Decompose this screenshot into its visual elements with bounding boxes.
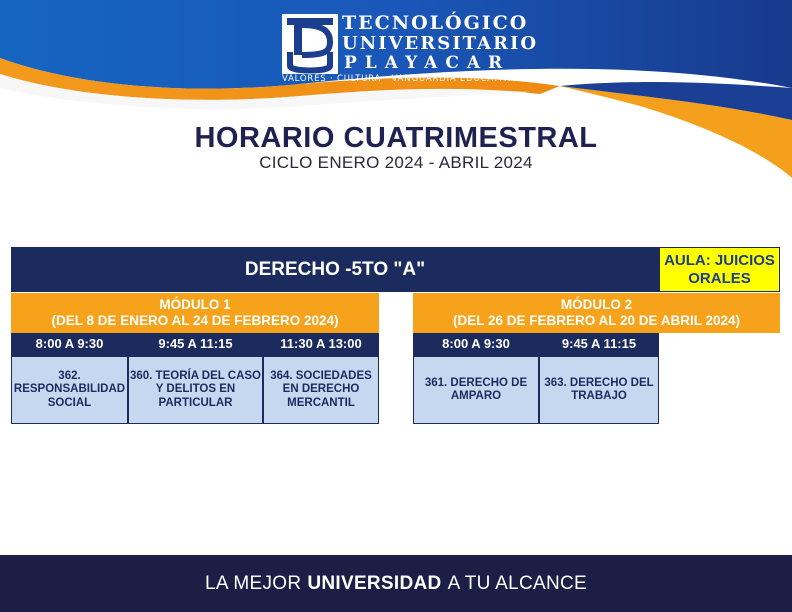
module-1-name: MÓDULO 1 (159, 297, 231, 313)
course-cell (11, 356, 128, 424)
time-slot (128, 333, 263, 356)
footer-text-end: A TU ALCANCE (447, 572, 588, 594)
time-slot (263, 333, 379, 356)
module-1-dates: (DEL 8 DE ENERO AL 24 DE FEBRERO 2024) (51, 313, 339, 328)
page-subtitle: CICLO ENERO 2024 - ABRIL 2024 (259, 153, 533, 172)
classroom-line-1: AULA: JUICIOS (664, 252, 775, 270)
time-label: 9:45 A 11:15 (561, 336, 637, 352)
course-line: TRABAJO (571, 390, 627, 402)
time-slot (539, 333, 659, 356)
course-line: 364. SOCIEDADES (270, 370, 372, 383)
university-logo (282, 12, 539, 90)
time-slot (413, 333, 539, 356)
footer-text-bold: UNIVERSIDAD (307, 572, 442, 594)
course-line: Y DELITOS EN (155, 383, 236, 396)
time-label: 11:30 A 13:00 (280, 336, 362, 352)
module-1-header (11, 293, 379, 333)
course-line: RESPONSABILIDAD (13, 383, 126, 396)
course-line: PARTICULAR (158, 396, 233, 409)
classroom-badge (659, 247, 780, 292)
footer-banner (0, 555, 792, 612)
program-banner (11, 247, 659, 292)
course-line: 361. DERECHO DE (424, 376, 528, 389)
logo-tagline: VALORES · CULTURA · VANGUARDIA EDUCATIVA (282, 74, 516, 84)
course-line: SOCIAL (47, 396, 92, 409)
course-line: 363. DERECHO DEL (544, 376, 654, 389)
course-line: AMPARO (450, 390, 502, 402)
course-line: EN DERECHO (282, 383, 360, 396)
footer-text-start: LA MEJOR (204, 572, 302, 594)
module-2-name: MÓDULO 2 (560, 297, 633, 313)
course-cell (539, 356, 659, 424)
module-2-header (413, 293, 780, 333)
logo-line-playacar: PLAYACAR (344, 53, 511, 73)
course-cell (413, 356, 539, 424)
classroom-line-2: ORALES (688, 269, 751, 287)
time-slot (11, 333, 128, 356)
logo-line-universitario: UNIVERSITARIO (342, 33, 539, 54)
logo-line-tecnologico: TECNOLÓGICO (342, 12, 529, 34)
course-line: 362. (58, 370, 81, 383)
page-title: HORARIO CUATRIMESTRAL (194, 122, 598, 154)
course-cell (128, 356, 263, 424)
time-label: 9:45 A 11:15 (158, 336, 233, 352)
time-label: 8:00 A 9:30 (35, 336, 104, 352)
time-label: 8:00 A 9:30 (442, 336, 510, 352)
course-line: 360. TEORÍA DEL CASO (129, 370, 261, 383)
module-2-dates: (DEL 26 DE FEBRERO AL 20 DE ABRIL 2024) (452, 313, 741, 328)
program-name: DERECHO -5TO "A" (244, 258, 426, 280)
course-cell (263, 356, 379, 424)
logo-monogram-icon (282, 14, 338, 74)
course-line: MERCANTIL (287, 396, 355, 409)
